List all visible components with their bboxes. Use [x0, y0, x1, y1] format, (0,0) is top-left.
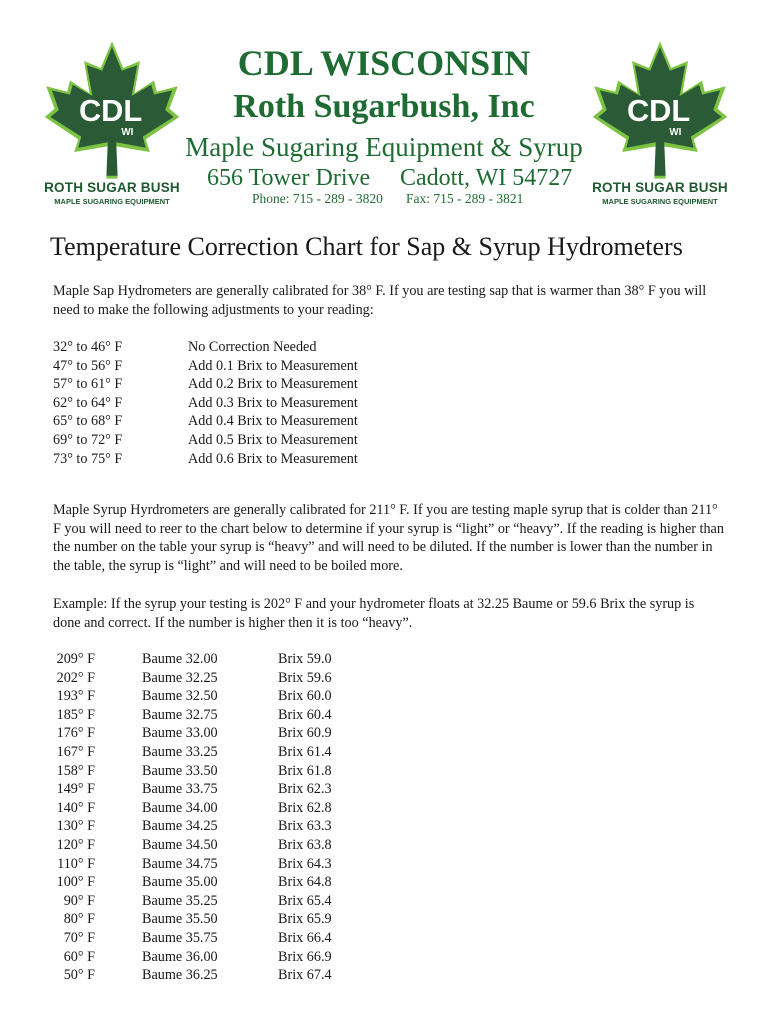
baume-value: Baume 32.25 [142, 669, 218, 686]
company-name: CDL WISCONSIN [237, 43, 531, 83]
street-address: 656 Tower Drive [207, 165, 371, 191]
baume-value: Baume 34.25 [142, 818, 218, 835]
badge-main-text: CDL [78, 93, 143, 129]
syrup-temperature: 167° F [56, 743, 95, 760]
brix-value: Brix 66.9 [278, 948, 332, 965]
brix-value: Brix 63.3 [278, 818, 332, 835]
sap-adjustment: Add 0.1 Brix to Measurement [188, 357, 358, 374]
baume-value: Baume 34.50 [142, 836, 218, 853]
syrup-temperature: 70° F [63, 929, 95, 946]
brix-value: Brix 60.9 [278, 725, 332, 742]
brix-value: Brix 62.8 [278, 799, 332, 816]
business-name: Roth Sugarbush, Inc [233, 88, 535, 125]
sap-temp-range: 62° to 64° F [53, 394, 123, 411]
baume-value: Baume 32.75 [142, 706, 218, 723]
syrup-temperature: 130° F [56, 818, 95, 835]
syrup-temperature: 110° F [57, 855, 95, 872]
brix-value: Brix 60.0 [278, 688, 332, 705]
sap-adjustment: Add 0.3 Brix to Measurement [188, 394, 358, 411]
tagline: Maple Sugaring Equipment & Syrup [185, 132, 583, 162]
logo-left [42, 40, 182, 210]
logo-subtitle: MAPLE SUGARING EQUIPMENT [54, 197, 170, 206]
badge-sub-text: WI [669, 127, 682, 139]
baume-value: Baume 33.50 [142, 762, 218, 779]
baume-value: Baume 35.75 [142, 929, 218, 946]
city-state-zip: Cadott, WI 54727 [400, 165, 573, 191]
brix-value: Brix 65.9 [278, 911, 332, 928]
brix-value: Brix 64.3 [278, 855, 332, 872]
brix-value: Brix 59.0 [278, 651, 332, 667]
sap-temp-range: 73° to 75° F [53, 450, 123, 467]
phone-number: Phone: 715 - 289 - 3820 [252, 191, 383, 206]
brix-value: Brix 62.3 [278, 781, 332, 798]
brix-value: Brix 66.4 [278, 929, 332, 946]
baume-value: Baume 35.50 [142, 911, 218, 928]
sap-adjustment: Add 0.5 Brix to Measurement [188, 431, 358, 448]
logo-subtitle: MAPLE SUGARING EQUIPMENT [602, 197, 718, 206]
syrup-temperature: 50° F [63, 967, 95, 984]
sap-adjustment: Add 0.4 Brix to Measurement [188, 413, 358, 430]
syrup-temperature: 140° F [56, 799, 95, 816]
baume-value: Baume 36.00 [142, 948, 218, 965]
syrup-temperature: 60° F [63, 948, 95, 965]
baume-value: Baume 34.00 [142, 799, 218, 816]
syrup-temperature: 90° F [63, 892, 95, 909]
syrup-temperature: 176° F [56, 725, 95, 742]
syrup-temperature: 193° F [56, 688, 95, 705]
sap-temp-range: 47° to 56° F [53, 357, 123, 374]
baume-value: Baume 33.00 [142, 725, 218, 742]
logo-title: ROTH SUGAR BUSH [44, 180, 180, 195]
brix-value: Brix 64.8 [278, 874, 332, 891]
baume-value: Baume 34.75 [142, 855, 218, 872]
syrup-temperature: 149° F [56, 781, 95, 798]
syrup-temperature: 120° F [56, 836, 95, 853]
brix-value: Brix 67.4 [278, 967, 332, 984]
baume-value: Baume 32.50 [142, 688, 218, 705]
example-paragraph: Example: If the syrup your testing is 202° F and your hydrometer floats at 32.25 Baume or 59.6 Brix the syrup is done and correct. If the number is higher then it is too “heavy”. [53, 596, 695, 631]
sap-temp-range: 69° to 72° F [53, 431, 123, 448]
badge-sub-text: WI [121, 127, 134, 139]
document-title: Temperature Correction Chart for Sap & Syrup Hydrometers [50, 232, 683, 261]
sap-temp-range: 32° to 46° F [53, 339, 123, 355]
fax-number: Fax: 715 - 289 - 3821 [406, 191, 524, 206]
maple-leaf-icon [590, 40, 730, 180]
syrup-temperature: 100° F [56, 874, 95, 891]
baume-value: Baume 33.25 [142, 743, 218, 760]
brix-value: Brix 65.4 [278, 892, 332, 909]
brix-value: Brix 59.6 [278, 669, 332, 686]
sap-temp-range: 57° to 61° F [53, 376, 123, 393]
syrup-intro-paragraph: Maple Syrup Hyrdrometers are generally calibrated for 211° F. If you are testing maple syrup that is colder than 211° F you will need to reer to the chart below to determine if your syrup is “light” or “heavy”. If the reading is higher than the number on the table your syrup is “heavy” and will need to be diluted. If the number is lower than the number in the table, the syrup is “light” and will need to be boiled more. [53, 502, 724, 574]
syrup-temperature: 185° F [56, 706, 95, 723]
logo-title: ROTH SUGAR BUSH [592, 180, 728, 195]
sap-adjustment: Add 0.2 Brix to Measurement [188, 376, 358, 393]
sap-temp-range: 65° to 68° F [53, 413, 123, 430]
syrup-temperature: 158° F [56, 762, 95, 779]
logo-right [590, 40, 730, 210]
baume-value: Baume 32.00 [142, 651, 218, 667]
badge-main-text: CDL [626, 93, 691, 129]
syrup-temperature: 209° F [56, 651, 95, 667]
maple-leaf-icon [42, 40, 182, 180]
baume-value: Baume 35.00 [142, 874, 218, 891]
brix-value: Brix 61.8 [278, 762, 332, 779]
brix-value: Brix 61.4 [278, 743, 332, 760]
syrup-temperature: 80° F [63, 911, 95, 928]
sap-adjustment: No Correction Needed [188, 339, 317, 355]
sap-intro-paragraph: Maple Sap Hydrometers are generally calibrated for 38° F. If you are testing sap that is warmer than 38° F you will need to make the following adjustments to your reading: [53, 283, 707, 318]
baume-value: Baume 33.75 [142, 781, 218, 798]
baume-value: Baume 36.25 [142, 967, 218, 984]
syrup-temperature: 202° F [56, 669, 95, 686]
brix-value: Brix 60.4 [278, 706, 332, 723]
baume-value: Baume 35.25 [142, 892, 218, 909]
brix-value: Brix 63.8 [278, 836, 332, 853]
sap-adjustment: Add 0.6 Brix to Measurement [188, 450, 358, 467]
